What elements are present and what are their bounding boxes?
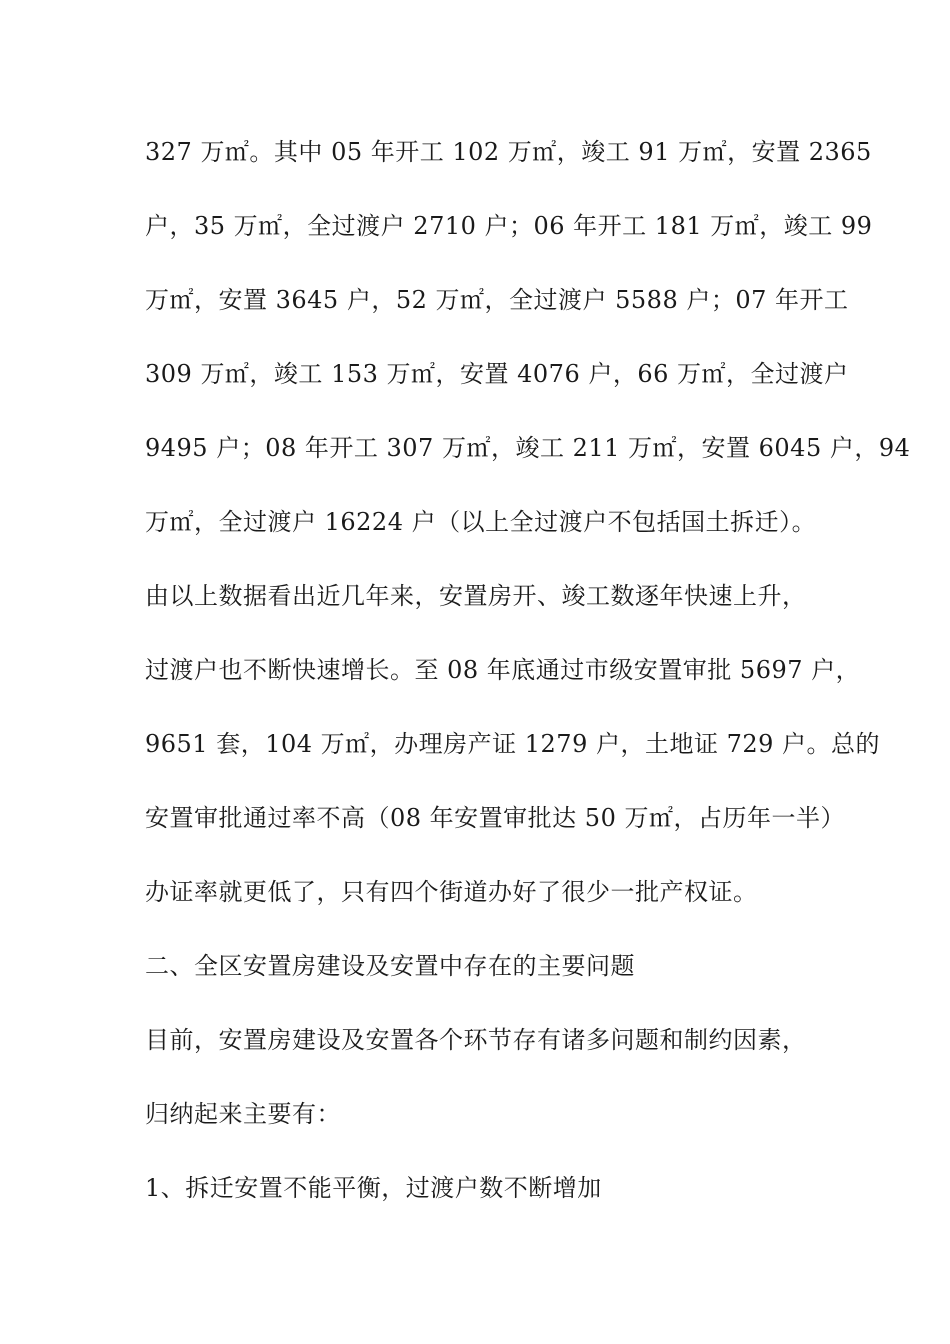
- text-line: 327 万㎡。其中 05 年开工 102 万㎡，竣工 91 万㎡，安置 2365: [145, 138, 872, 166]
- text-line: 9651 套，104 万㎡，办理房产证 1279 户，土地证 729 户。总的: [145, 730, 881, 758]
- text-line: 目前，安置房建设及安置各个环节存有诸多问题和制约因素，: [145, 1026, 807, 1054]
- text-line: 户，35 万㎡，全过渡户 2710 户；06 年开工 181 万㎡，竣工 99: [145, 212, 873, 240]
- text-line: 万㎡，全过渡户 16224 户（以上全过渡户不包括国土拆迁）。: [145, 508, 817, 536]
- text-line: 万㎡，安置 3645 户，52 万㎡，全过渡户 5588 户；07 年开工: [145, 286, 849, 314]
- text-line: 9495 户；08 年开工 307 万㎡，竣工 211 万㎡，安置 6045 户，94: [145, 434, 911, 462]
- text-line: 由以上数据看出近几年来，安置房开、竣工数逐年快速上升，: [145, 582, 807, 610]
- subsection-heading: 1、拆迁安置不能平衡，过渡户数不断增加: [145, 1174, 602, 1202]
- text-line: 办证率就更低了，只有四个街道办好了很少一批产权证。: [145, 878, 758, 906]
- text-line: 309 万㎡，竣工 153 万㎡，安置 4076 户，66 万㎡，全过渡户: [145, 360, 849, 388]
- text-line: 安置审批通过率不高（08 年安置审批达 50 万㎡，占历年一半）: [145, 804, 845, 832]
- section-heading: 二、全区安置房建设及安置中存在的主要问题: [145, 952, 635, 980]
- text-line: 归纳起来主要有：: [145, 1100, 341, 1128]
- text-line: 过渡户也不断快速增长。至 08 年底通过市级安置审批 5697 户，: [145, 656, 861, 684]
